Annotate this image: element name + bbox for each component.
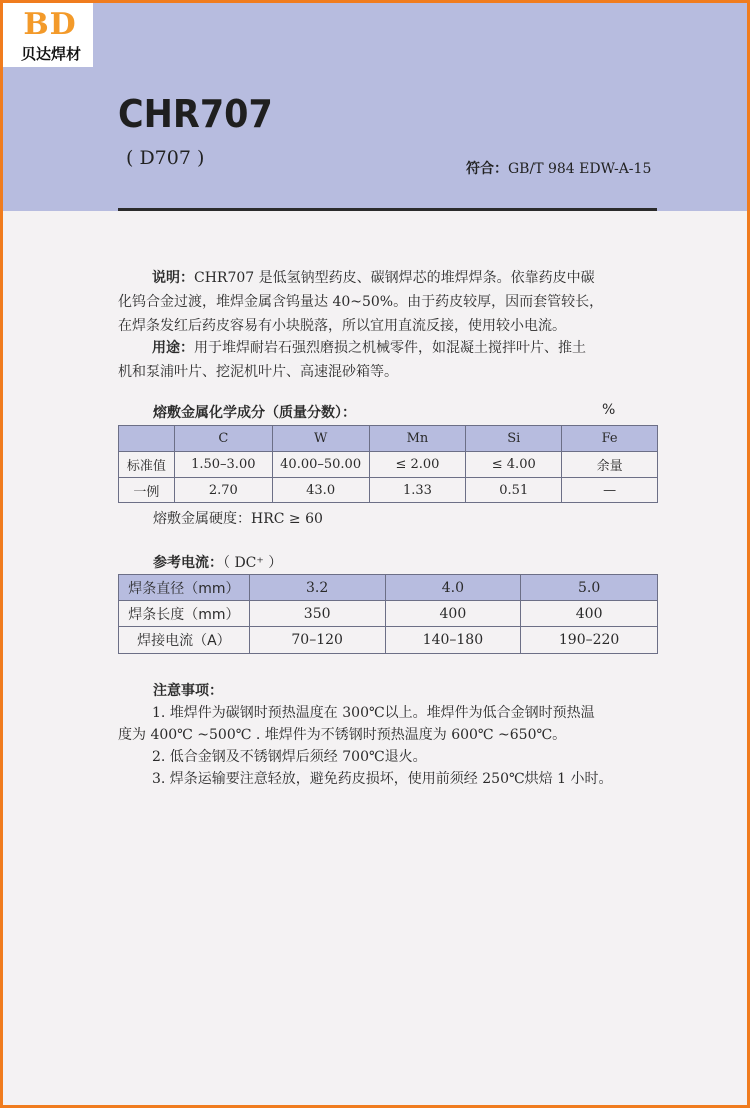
logo-text: 贝达焊材 (20, 45, 81, 63)
note-item: 3. 焊条运输要注意轻放，避免药皮损坏，使用前须经 250℃烘焙 1 小时。 (152, 771, 613, 787)
table-cell: 140–180 (385, 627, 521, 654)
table-row (119, 478, 658, 503)
table-cell: Fe (562, 426, 658, 452)
header-band (3, 3, 747, 211)
table-cell: 标准值 (119, 452, 175, 478)
standard-compliance (466, 158, 651, 178)
table-cell: 70–120 (249, 627, 385, 654)
standard-value: GB/T 984 EDW-A-15 (508, 161, 652, 177)
notes-list (118, 702, 663, 790)
table-cell: 5.0 (521, 575, 658, 601)
table-cell: 一例 (119, 478, 175, 503)
table-cell: 焊条直径（mm） (119, 575, 250, 601)
hardness-value: HRC ≥ 60 (251, 511, 323, 527)
table-cell: W (272, 426, 369, 452)
table-cell: — (562, 478, 658, 503)
standard-label: 符合： (466, 161, 508, 177)
table-cell: C (174, 426, 272, 452)
table-row (119, 452, 658, 478)
usage-label: 用途： (152, 340, 194, 356)
table-cell: Mn (369, 426, 466, 452)
table-cell: 400 (521, 601, 658, 627)
table-row (119, 627, 658, 654)
table-cell: 0.51 (466, 478, 562, 503)
table-cell: 4.0 (385, 575, 521, 601)
chemistry-unit: % (602, 402, 616, 418)
table-cell: 焊条长度（mm） (119, 601, 250, 627)
table-cell: 1.50–3.00 (174, 452, 272, 478)
table-cell: 余量 (562, 452, 658, 478)
current-table (118, 574, 658, 654)
title-divider (118, 208, 657, 211)
description-paragraph (118, 266, 663, 338)
table-cell: 3.2 (249, 575, 385, 601)
table-cell: 1.33 (369, 478, 466, 503)
product-subtitle: ( D707 ) (126, 147, 205, 169)
logo-mark: BD (23, 7, 77, 42)
table-cell: 2.70 (174, 478, 272, 503)
table-cell: 40.00–50.00 (272, 452, 369, 478)
table-cell: ≤ 2.00 (369, 452, 466, 478)
note-item: 度为 400℃ ~500℃ . 堆焊件为不锈钢时预热温度为 600℃ ~650℃。 (118, 727, 567, 743)
usage-paragraph (118, 336, 663, 384)
current-polarity: （ DC⁺ ） (223, 555, 283, 571)
table-cell (119, 426, 175, 452)
chemistry-header-row (119, 426, 658, 452)
table-cell: Si (466, 426, 562, 452)
table-cell: 350 (249, 601, 385, 627)
chemistry-table (118, 425, 658, 503)
hardness-label: 熔敷金属硬度： (153, 511, 251, 527)
table-cell: 190–220 (521, 627, 658, 654)
description-line: 化钨合金过渡，堆焊金属含钨量达 40~50%。由于药皮较厚，因而套管较长， (118, 294, 604, 310)
table-cell: 焊接电流（A） (119, 627, 250, 654)
logo (3, 3, 93, 67)
product-title: CHR707 (118, 92, 273, 136)
table-row (119, 601, 658, 627)
usage-line: 用途：用于堆焊耐岩石强烈磨损之机械零件，如混凝土搅拌叶片、推土 (152, 340, 586, 356)
current-title: 参考电流：（ DC⁺ ） (153, 555, 283, 571)
notes-title: 注意事项： (153, 683, 223, 699)
note-item: 1. 堆焊件为碳钢时预热温度在 300℃以上。堆焊件为低合金钢时预热温 (152, 705, 595, 721)
table-row (119, 575, 658, 601)
table-cell: 43.0 (272, 478, 369, 503)
table-cell: 400 (385, 601, 521, 627)
table-cell: ≤ 4.00 (466, 452, 562, 478)
chemistry-title: 熔敷金属化学成分（质量分数）： (153, 405, 356, 421)
usage-line: 机和泵浦叶片、挖泥机叶片、高速混砂箱等。 (118, 364, 398, 380)
description-line: 在焊条发红后药皮容易有小块脱落，所以宜用直流反接，使用较小电流。 (118, 318, 566, 334)
hardness-line (153, 508, 323, 528)
note-item: 2. 低合金钢及不锈钢焊后须经 700℃退火。 (152, 749, 427, 765)
description-label: 说明： (152, 270, 194, 286)
description-line: 说明：CHR707 是低氢钠型药皮、碳钢焊芯的堆焊焊条。依靠药皮中碳 (152, 270, 595, 286)
